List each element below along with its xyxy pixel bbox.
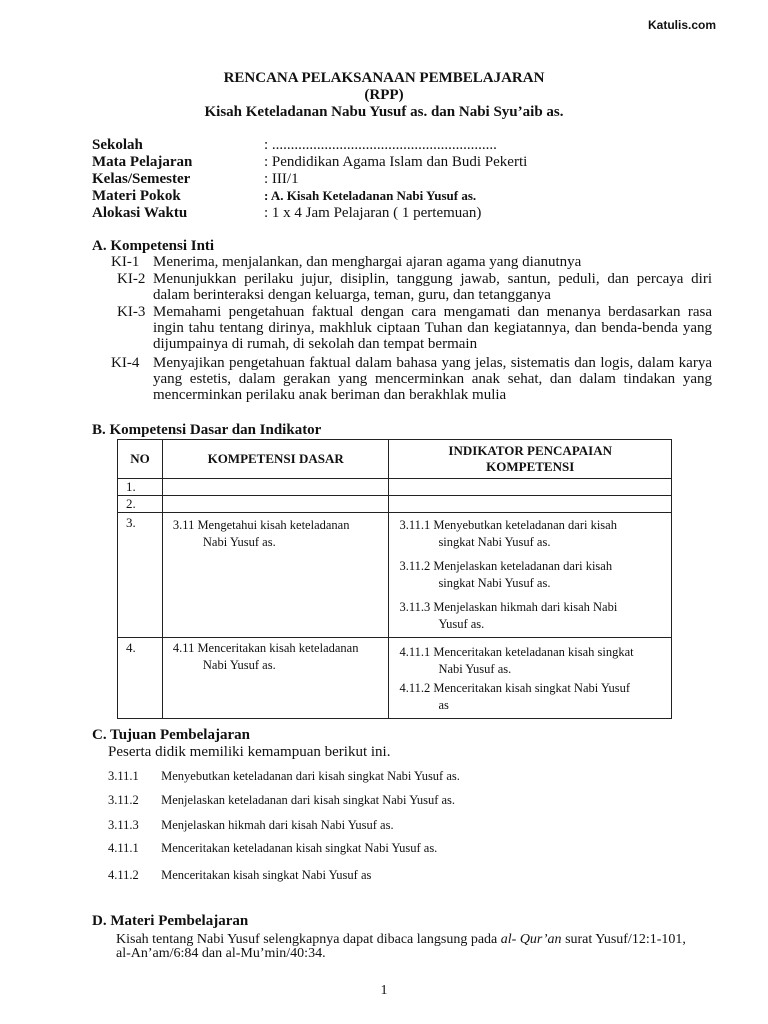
indicator-line: 3.11.1 Menyebutkan keteladanan dari kisah — [399, 518, 617, 532]
table-row — [118, 479, 672, 496]
header-no: NO — [118, 440, 163, 479]
section-a-heading: A. Kompetensi Inti — [92, 238, 215, 254]
info-key: Kelas/Semester — [92, 171, 191, 187]
indicator-line: 4.11.1 Menceritakan keteladanan kisah singkat — [399, 645, 634, 659]
indicator-cell — [389, 513, 672, 638]
kd-cell — [162, 638, 389, 719]
indicator-item — [399, 644, 671, 678]
objective-text: Menjelaskan hikmah dari kisah Nabi Yusuf as. — [161, 818, 394, 832]
kd-table — [117, 439, 672, 719]
materi-text: surat Yusuf/12:1-101, — [561, 932, 686, 947]
table-row — [118, 638, 672, 719]
ki-code: KI-3 — [117, 304, 146, 320]
kd-cell — [162, 479, 389, 496]
objective-item — [108, 841, 437, 856]
objective-item — [108, 769, 460, 784]
indicator-line: 3.11.2 Menjelaskan keteladanan dari kisah — [399, 559, 613, 573]
row-number: 4. — [118, 638, 163, 719]
ki-text: Menerima, menjalankan, dan menghargai ajaran agama yang dianutnya — [153, 254, 582, 270]
info-value: : 1 x 4 Jam Pelajaran ( 1 pertemuan) — [264, 205, 482, 221]
doc-title: RENCANA PELAKSANAAN PEMBELAJARAN — [223, 70, 545, 86]
info-value: : Pendidikan Agama Islam dan Budi Pekerti — [264, 154, 528, 170]
info-value: : III/1 — [264, 171, 299, 187]
section-b-heading: B. Kompetensi Dasar dan Indikator — [92, 422, 322, 438]
table-header-row — [118, 440, 672, 479]
indicator-cell — [389, 496, 672, 513]
objective-code: 3.11.2 — [108, 793, 139, 807]
section-d-text-line2: al-An’am/6:84 dan al-Mu’min/40:34. — [116, 946, 326, 961]
table-row — [118, 496, 672, 513]
section-d-heading: D. Materi Pembelajaran — [92, 913, 249, 929]
info-key: Mata Pelajaran — [92, 154, 193, 170]
objective-code: 3.11.3 — [108, 818, 139, 832]
section-c-intro: Peserta didik memiliki kemampuan berikut ini. — [108, 744, 391, 760]
ki-code: KI-4 — [111, 355, 140, 371]
indicator-line: singkat Nabi Yusuf as. — [438, 535, 551, 549]
header-kd: KOMPETENSI DASAR — [162, 440, 389, 479]
table-row — [118, 513, 672, 638]
info-key: Alokasi Waktu — [92, 205, 188, 221]
indicator-item — [399, 558, 671, 592]
ki-text: Menyajikan pengetahuan faktual dalam bahasa yang jelas, sistematis dan logis, dalam karya yang estetis, dalam gerakan yang mencerminkan anak sehat, dan dalam tindakan yang mencerminkan perilaku anak beriman dan berakhlak mulia — [153, 355, 712, 403]
ki-text: Menunjukkan perilaku jujur, disiplin, tanggung jawab, santun, peduli, dan percaya diri dalam berinteraksi dengan keluarga, teman, guru, dan tetangganya — [153, 271, 712, 303]
indicator-line: singkat Nabi Yusuf as. — [438, 576, 551, 590]
info-key: Sekolah — [92, 137, 143, 153]
indicator-line: as — [438, 698, 449, 712]
site-watermark: Katulis.com — [648, 18, 717, 32]
indicator-cell — [389, 638, 672, 719]
info-value: : ............................................................ — [264, 137, 497, 153]
row-number: 1. — [118, 479, 163, 496]
info-value: : A. Kisah Keteladanan Nabi Yusuf as. — [264, 188, 477, 203]
objective-code: 4.11.1 — [108, 841, 139, 855]
materi-quran: al- Qur’an — [500, 932, 562, 947]
indicator-line: 4.11.2 Menceritakan kisah singkat Nabi Yusuf — [399, 681, 631, 695]
objective-text: Menceritakan kisah singkat Nabi Yusuf as — [161, 868, 372, 882]
objective-code: 4.11.2 — [108, 868, 139, 882]
objective-text: Menjelaskan keteladanan dari kisah singkat Nabi Yusuf as. — [161, 793, 456, 807]
kd-cell — [162, 496, 389, 513]
indicator-list — [389, 513, 671, 637]
kd-line: 3.11 Mengetahui kisah keteladanan — [172, 518, 350, 532]
kd-text — [163, 513, 389, 551]
ki-code: KI-2 — [117, 271, 146, 287]
info-key: Materi Pokok — [92, 188, 181, 204]
kd-line: Nabi Yusuf as. — [202, 658, 276, 672]
objective-text: Menyebutkan keteladanan dari kisah singkat Nabi Yusuf as. — [161, 769, 460, 783]
header-indicator: INDIKATOR PENCAPAIAN KOMPETENSI — [389, 440, 672, 479]
row-number: 2. — [118, 496, 163, 513]
ki-text: Memahami pengetahuan faktual dengan cara mengamati dan menanya berdasarkan rasa ingin tahu tentang dirinya, makhluk ciptaan Tuhan dan kegiatannya, dan benda-benda yang dijumpainya di rumah, di sekolah dan tempat bermain — [153, 304, 712, 352]
indicator-line: Yusuf as. — [438, 617, 485, 631]
objective-text: Menceritakan keteladanan kisah singkat Nabi Yusuf as. — [161, 841, 438, 855]
row-number: 3. — [118, 513, 163, 638]
indicator-line: Nabi Yusuf as. — [438, 662, 512, 676]
section-c-heading: C. Tujuan Pembelajaran — [92, 727, 250, 743]
page-number: 1 — [380, 983, 388, 998]
kd-line: Nabi Yusuf as. — [202, 535, 276, 549]
indicator-cell — [389, 479, 672, 496]
objective-item — [108, 818, 394, 833]
kd-cell — [162, 513, 389, 638]
indicator-item — [399, 517, 671, 551]
doc-title-abbrev: (RPP) — [364, 87, 404, 103]
doc-subtitle: Kisah Keteladanan Nabu Yusuf as. dan Nabi Syu’aib as. — [204, 104, 564, 120]
indicator-item — [399, 599, 671, 633]
kd-text — [163, 638, 389, 674]
indicator-list — [389, 638, 671, 718]
objective-item — [108, 868, 371, 883]
indicator-line: 3.11.3 Menjelaskan hikmah dari kisah Nabi — [399, 600, 618, 614]
objective-item — [108, 793, 455, 808]
materi-text: Kisah tentang Nabi Yusuf selengkapnya dapat dibaca langsung pada — [116, 932, 501, 947]
indicator-item — [399, 680, 671, 714]
ki-code: KI-1 — [111, 254, 140, 270]
objective-code: 3.11.1 — [108, 769, 139, 783]
kd-line: 4.11 Menceritakan kisah keteladanan — [172, 641, 359, 655]
